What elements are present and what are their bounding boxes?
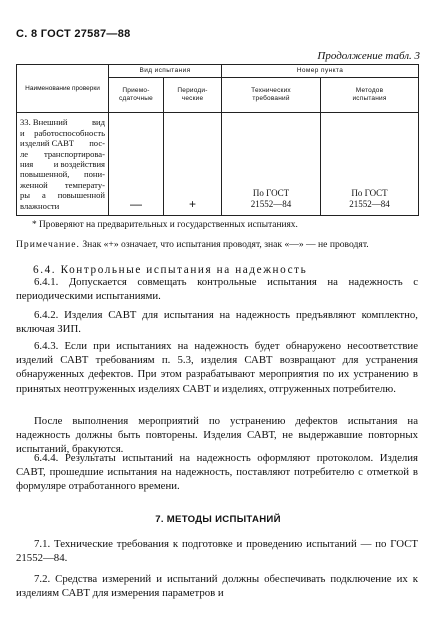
paragraph-6-4-4: 6.4.4. Результаты испытаний на надежность оформляют протоколом. Изделия САВТ, прошедшие испытания на надежность, поставляют потребителю с отметкой в формуляре отработанного времени. — [16, 452, 418, 493]
table-note — [16, 239, 418, 251]
methods-ref: По ГОСТ 21552—84 — [321, 113, 419, 216]
note-text: Знак «+» означает, что испытания проводят, знак «—» — не проводят. — [82, 239, 369, 250]
paragraph-6-4-3: 6.4.3. Если при испытаниях на надежность будет обнаружено несоответствие изделий САВТ требованиям п. 5.3, изделия САВТ возвращают для устранения обнаруженных дефектов. При этом разрабатывают мероприятия по их устранению в принятых неотгруженных изделиях САВТ и изделиях, отгруженных потребителю. — [16, 340, 418, 395]
note-label: Примечание. — [16, 239, 80, 250]
row-name-cell: 33. Внешний вид и работоспособность изделий САВТ пос- ле транспортирова- ния и воздействия повышенной, пони- женной температу- ры а повышенной влажности — [17, 113, 109, 216]
group-clause-header: Номер пункта — [222, 65, 419, 78]
col-tech-req-header: Технических требований — [222, 78, 321, 113]
paragraph-7-1: 7.1. Технические требования к подготовке и проведению испытаний — по ГОСТ 21552—84. — [16, 538, 418, 565]
table-continuation-label: Продолжение табл. 3 — [317, 50, 420, 62]
col-name-header: Наименование проверки — [17, 65, 109, 113]
page-header: С. 8 ГОСТ 27587—88 — [16, 28, 131, 40]
table-row — [17, 113, 419, 216]
col-methods-header: Методов испытания — [321, 78, 419, 113]
col-acceptance-header: Приемо- сдаточные — [109, 78, 164, 113]
section-heading-7: 7. МЕТОДЫ ИСПЫТАНИЙ — [155, 514, 281, 525]
test-table — [16, 64, 419, 216]
group-test-type-header: Вид испытания — [109, 65, 222, 78]
col-periodic-header: Периоди- ческие — [164, 78, 222, 113]
section-heading-6-4: 6.4. Контрольные испытания на надежность — [33, 264, 308, 276]
paragraph-6-4-1: 6.4.1. Допускается совмещать контрольные испытания на надежность с периодическими испытаниями. — [16, 276, 418, 303]
paragraph-6-4-2: 6.4.2. Изделия САВТ для испытания на надежность предъявляют комплектно, включая ЗИП. — [16, 309, 418, 336]
paragraph-7-2: 7.2. Средства измерений и испытаний должны обеспечивать подключение их к изделиям САВТ для измерения параметров и — [16, 573, 418, 600]
table-footnote: * Проверяют на предварительных и государственных испытаниях. — [32, 220, 298, 230]
paragraph-6-4-3-cont: После выполнения мероприятий по устранению дефектов испытания на надежность должны быть повторены. Изделия САВТ, не выдержавшие повторных испытаний, бракуются. — [16, 415, 418, 456]
periodic-mark: + — [164, 113, 222, 216]
tech-req-ref: По ГОСТ 21552—84 — [222, 113, 321, 216]
acceptance-mark: — — [109, 113, 164, 216]
